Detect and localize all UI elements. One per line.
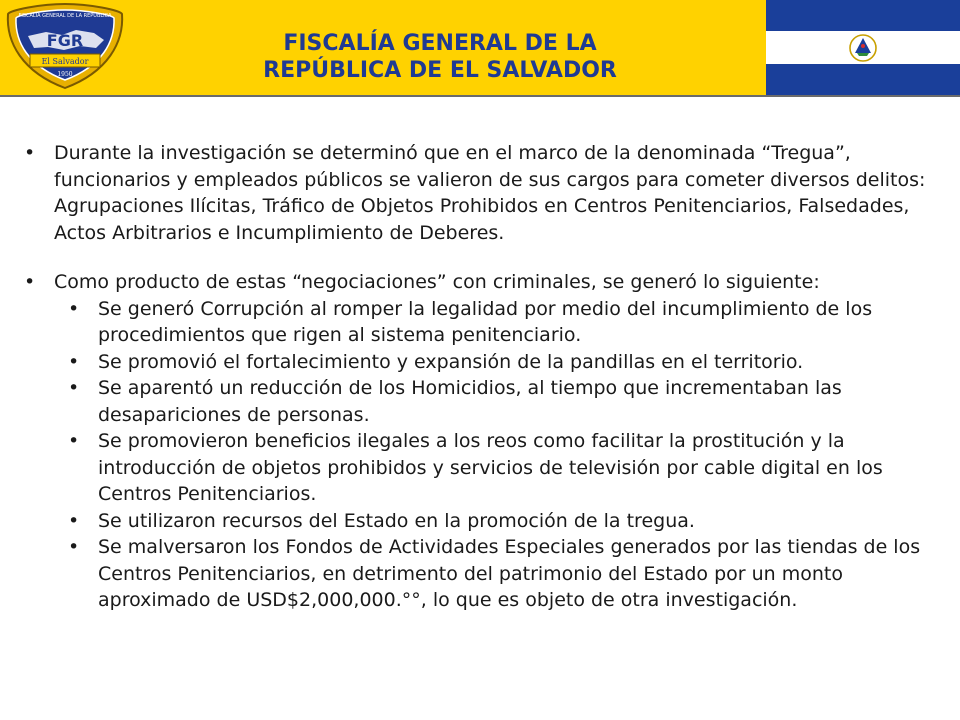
sub-bullet-1: • Se generó Corrupción al romper la legalidad por medio del incumplimiento de los procedimientos que rigen al sistema penitenciario. (22, 296, 942, 349)
sub-bullet-5: • Se utilizaron recursos del Estado en la promoción de la tregua. (22, 508, 942, 535)
fgr-shield-emblem-icon (4, 2, 126, 90)
sub-bullet-4: • Se promovieron beneficios ilegales a los reos como facilitar la prostitución y la introducción de objetos prohibidos y servicios de televisión por cable digital en los Centros Penitenciarios. (22, 428, 942, 508)
sub-bullet-3: • Se aparentó un reducción de los Homicidios, al tiempo que incrementaban las desapariciones de personas. (22, 375, 942, 428)
coat-of-arms-icon (847, 33, 879, 63)
header-divider (0, 95, 960, 97)
logo-year: 1950 (57, 71, 73, 78)
header-banner (0, 0, 960, 95)
bullet-paragraph-1: • Durante la investigación se determinó que en el marco de la denominada “Tregua”, funcionarios y empleados públicos se valieron de sus cargos para cometer diversos delitos: Agrupaciones Ilícitas, Tráfico de Objetos Prohibidos en Centros Penitenciarios, Falsedades, Actos Arbitrarios e Incumplimiento de Deberes. (22, 140, 942, 246)
logo-arc-text: FISCALIA GENERAL DE LA REPUBLICA (18, 13, 112, 19)
title-line-1: FISCALÍA GENERAL DE LA (283, 31, 597, 56)
page-title (120, 30, 760, 84)
sub-bullet-2: • Se promovió el fortalecimiento y expansión de la pandillas en el territorio. (22, 349, 942, 376)
slide-body (22, 140, 942, 614)
bullet-paragraph-2: • Como producto de estas “negociaciones” con criminales, se generó lo siguiente: (22, 269, 942, 296)
logo-ribbon-text: El Salvador (41, 57, 89, 66)
title-line-2: REPÚBLICA DE EL SALVADOR (263, 58, 617, 83)
el-salvador-flag-icon (766, 0, 960, 95)
logo-abbr: FGR (46, 31, 84, 50)
sub-bullet-6: • Se malversaron los Fondos de Actividades Especiales generados por las tiendas de los Centros Penitenciarios, en detrimento del patrimonio del Estado por un monto aproximado de USD$2,000,000.°°, lo que es objeto de otra investigación. (22, 534, 942, 614)
